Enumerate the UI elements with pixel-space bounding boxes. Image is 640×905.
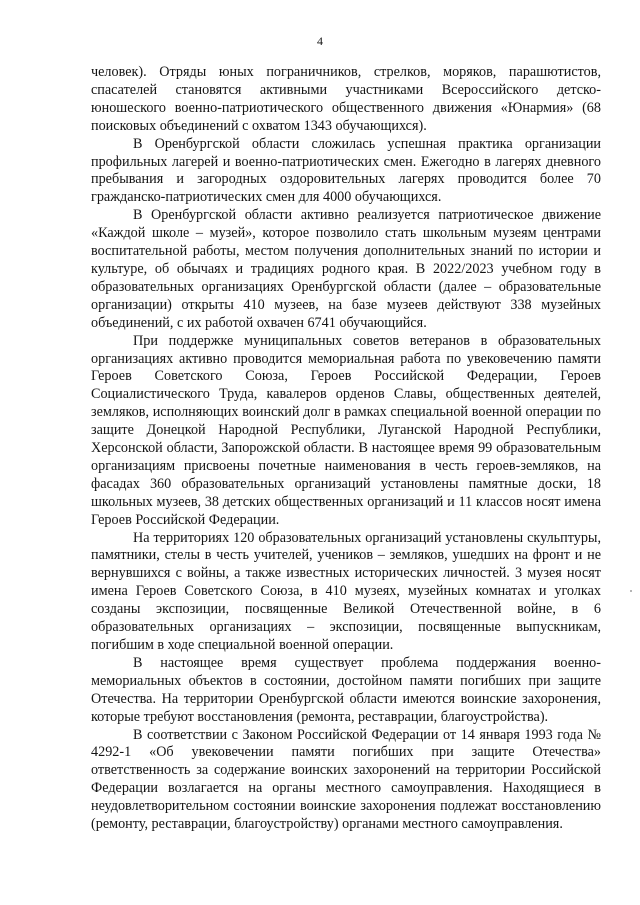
paragraph-3: В Оренбургской области активно реализуется патриотическое движение «Каждой школе – музей», которое позволило стать школьным музеям центрами воспитательной работы, местом получения дополнительных знаний по истории и культуре, об обычаях и традициях родного края. В 2022/2023 учебном году в образовательных организациях Оренбургской области (далее – образовательные организации) открыты 410 музеев, на базе музеев действуют 338 музейных объединений, с их работой охвачен 6741 обучающийся.: [91, 207, 601, 331]
paragraph-5: На территориях 120 образовательных организаций установлены скульптуры, памятники, стелы в честь учителей, учеников – земляков, ушедших на фронт и не вернувшихся с войны, а также известных исторических личностей. 3 музея носят имена Героев Советского Союза, в 410 музеях, музейных комнатах и уголках созданы экспозиции, посвященные Великой Отечественной войне, в 6 образовательных организациях – экспозиции, посвященные выпускникам, погибшим в ходе специальной военной операции.: [91, 529, 601, 653]
paragraph-4: При поддержке муниципальных советов ветеранов в образовательных организациях активно проводится мемориальная работа по увековечению памяти Героев Советского Союза, Героев Российской Федерации, Героев Социалистического Труда, кавалеров орденов Славы, общественных деятелей, земляков, исполняющих воинский долг в рамках специальной военной операции по защите Донецкой Народной Республики, Луганской Народной Республики, Херсонской области, Запорожской области. В настоящее время 99 образовательным организациям присвоены почетные наименования в честь героев-земляков, на фасадах 360 образовательных организаций установлены памятные доски, 18 школьных музеев, 38 детских общественных организаций и 11 классов носят имена Героев Российской Федерации.: [91, 332, 601, 528]
paragraph-1: человек). Отряды юных пограничников, стрелков, моряков, парашютистов, спасателей становятся активными участниками Всероссийского детско-юношеского военно-патриотического общественного движения «Юнармия» (68 поисковых объединений с охватом 1343 обучающихся).: [91, 64, 601, 134]
document-body: [91, 64, 601, 834]
scan-speck: [630, 590, 632, 592]
paragraph-6: В настоящее время существует проблема поддержания военно-мемориальных объектов в состоянии, достойном памяти погибших при защите Отечества. На территории Оренбургской области имеются воинские захоронения, которые требуют восстановления (ремонта, реставрации, благоустройства).: [91, 654, 601, 725]
paragraph-2: В Оренбургской области сложилась успешная практика организации профильных лагерей и военно-патриотических смен. Ежегодно в лагерях дневного пребывания и загородных оздоровительных лагерях проводится более 70 гражданско-патриотических смен для 4000 обучающихся.: [91, 135, 601, 206]
paragraph-7: В соответствии с Законом Российской Федерации от 14 января 1993 года № 4292-1 «Об увековечении памяти погибших при защите Отечества» ответственность за содержание воинских захоронений на территории Российской Федерации возлагается на органы местного самоуправления. Находящиеся в неудовлетворительном состоянии воинские захоронения подлежат восстановлению (ремонту, реставрации, благоустройству) органами местного самоуправления.: [91, 726, 601, 833]
page-number: 4: [317, 34, 323, 48]
